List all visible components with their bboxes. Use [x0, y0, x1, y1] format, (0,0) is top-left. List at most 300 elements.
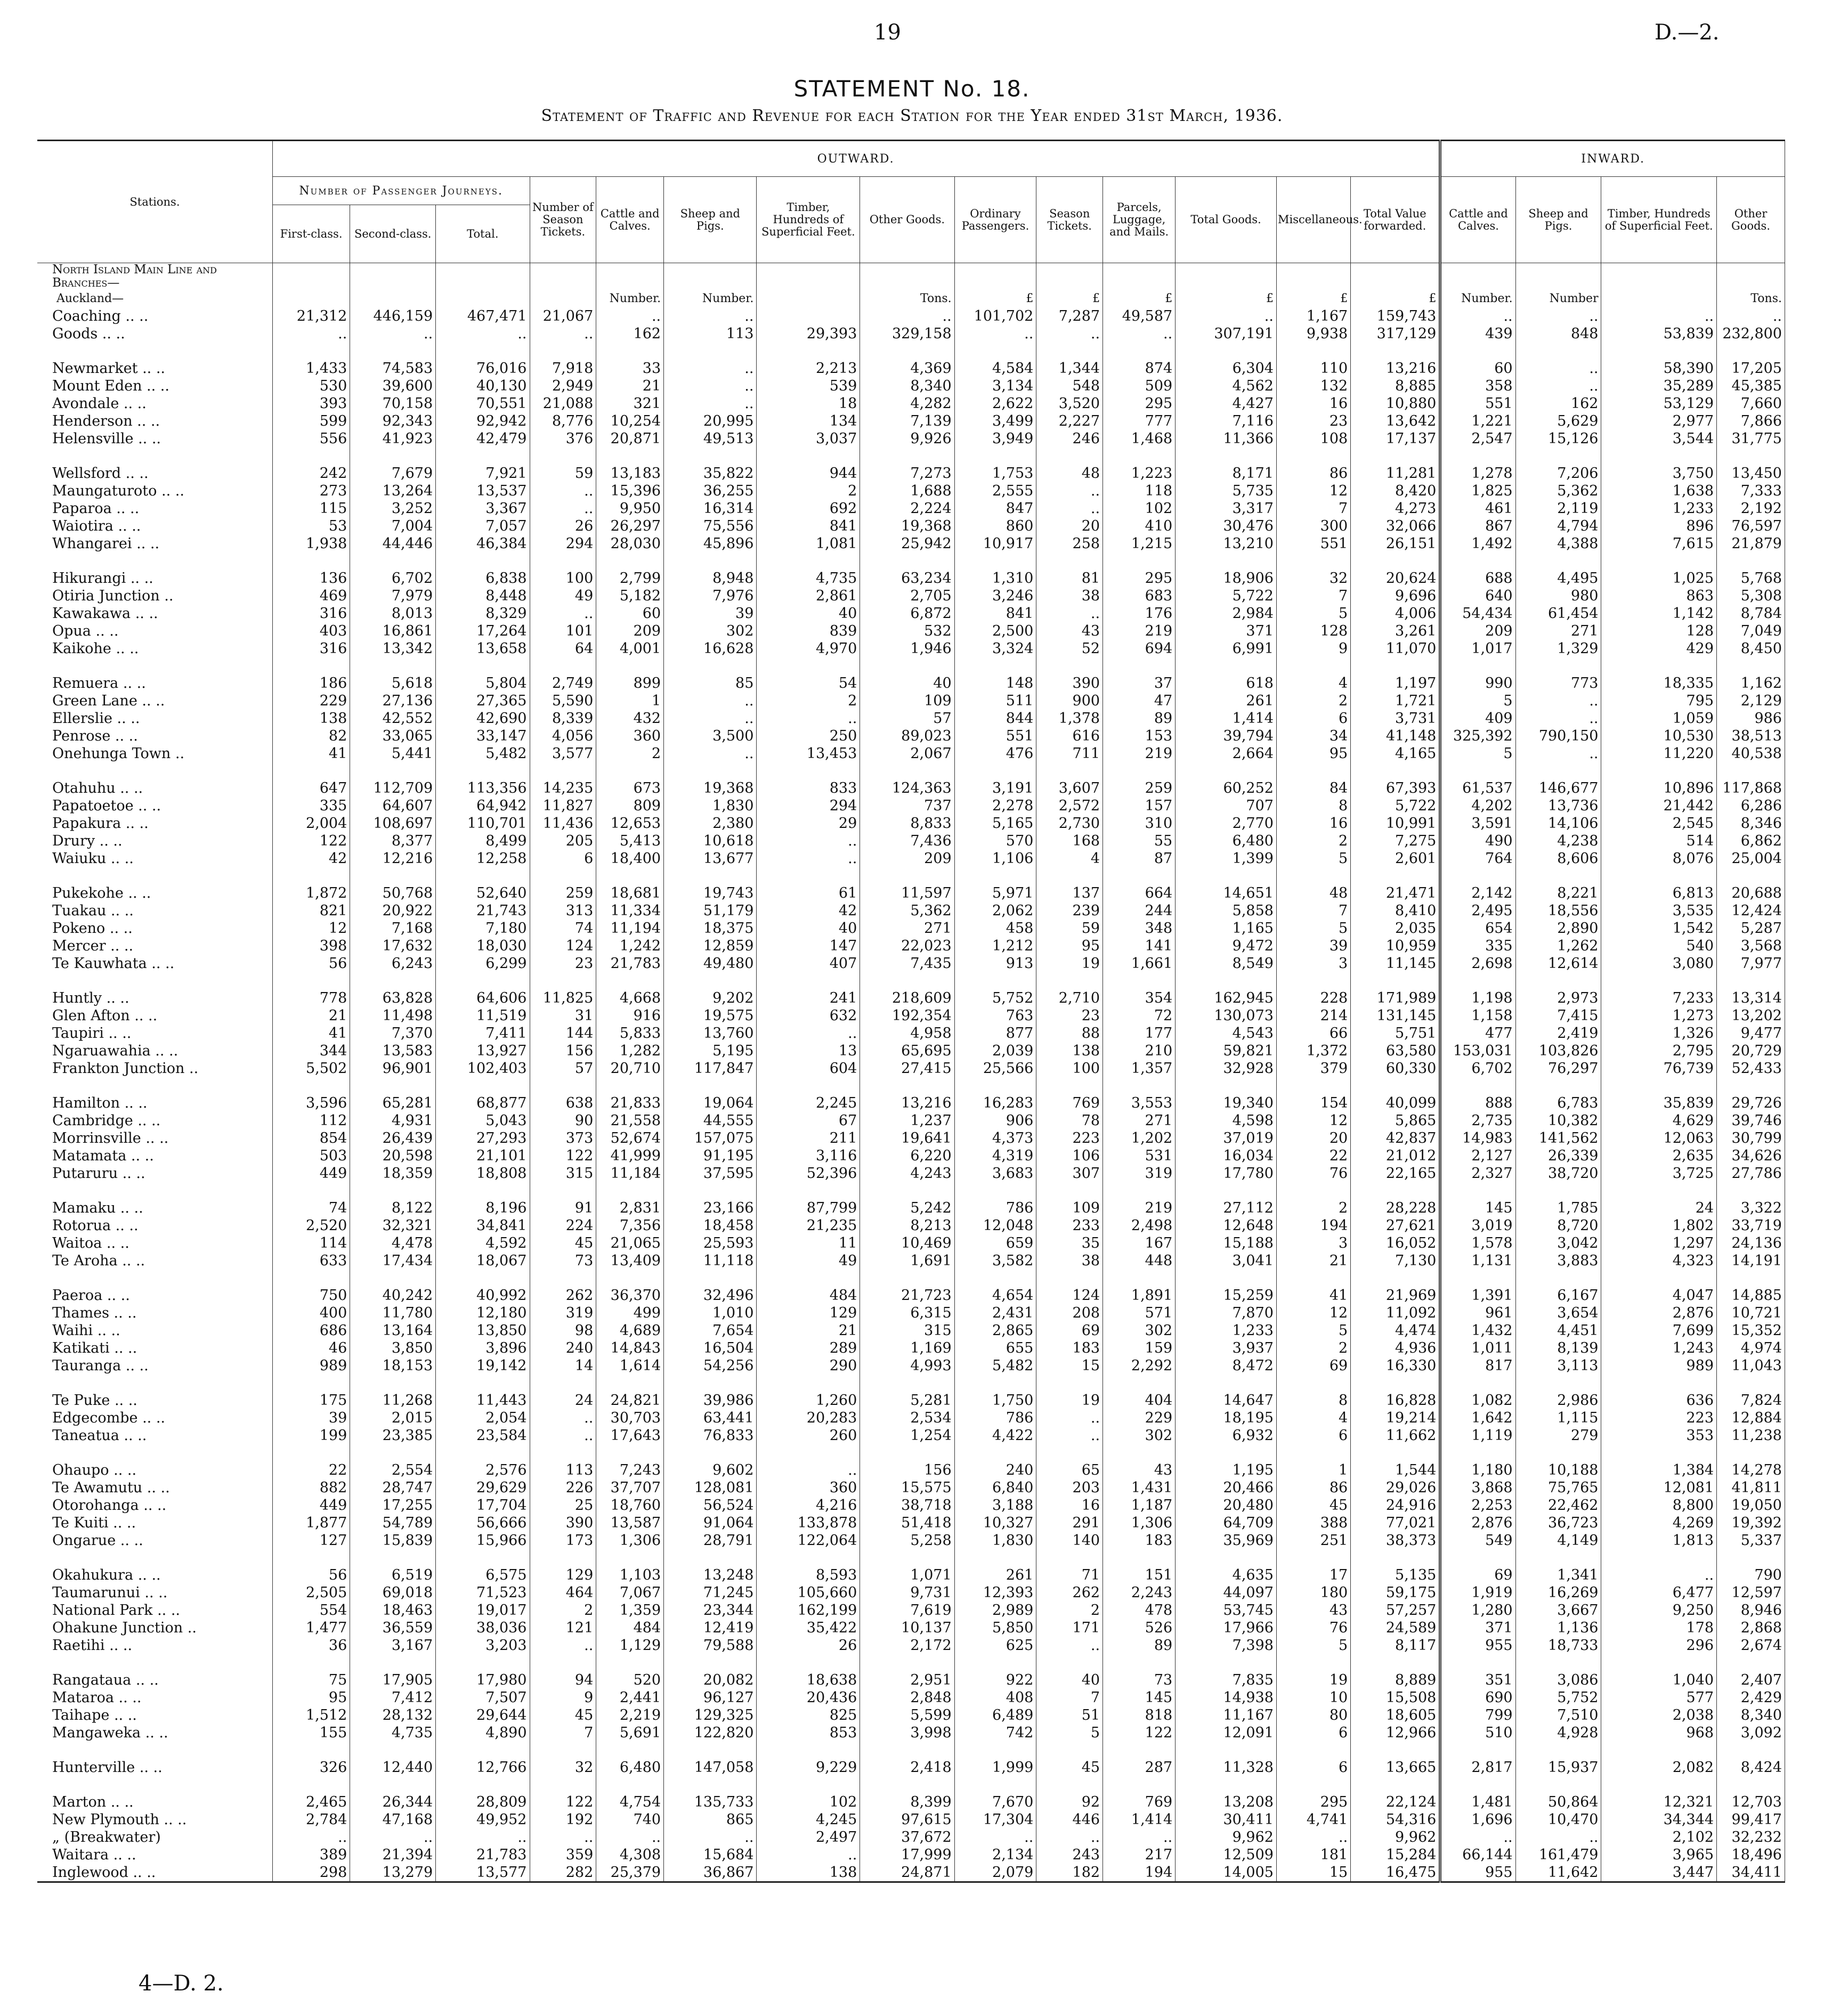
table-cell: 298: [272, 1864, 350, 1882]
table-cell: 6,862: [1717, 832, 1785, 850]
unit-label: £: [1351, 290, 1440, 307]
table-cell: 1,477: [272, 1619, 350, 1637]
table-cell: 52,433: [1717, 1060, 1785, 1077]
table-cell: 7,679: [350, 465, 436, 482]
table-cell: 16,628: [664, 640, 757, 657]
table-cell: 2,227: [1036, 412, 1103, 430]
table-cell: 769: [1036, 1094, 1103, 1112]
table-cell: 21,442: [1601, 797, 1717, 815]
table-cell: 1,025: [1601, 570, 1717, 587]
table-cell: 49: [530, 587, 596, 605]
table-cell: 291: [1036, 1514, 1103, 1532]
table-cell: 60: [596, 605, 664, 622]
table-cell: 6: [1276, 710, 1350, 727]
table-cell: 30,703: [596, 1409, 664, 1427]
table-cell: 3,553: [1103, 1094, 1176, 1112]
table-row: [37, 307, 1785, 325]
table-cell: 38: [1036, 1252, 1103, 1270]
table-cell: 8,076: [1601, 850, 1717, 867]
table-cell: 33: [596, 360, 664, 377]
station-name: Otahuhu .. ..: [37, 779, 272, 797]
table-cell: 5,362: [860, 902, 954, 920]
table-cell: 877: [954, 1025, 1036, 1042]
table-cell: 6,220: [860, 1147, 954, 1165]
table-cell: 34,411: [1717, 1864, 1785, 1882]
table-cell: 664: [1103, 884, 1176, 902]
table-cell: 548: [1036, 377, 1103, 395]
table-cell: 8,340: [1717, 1706, 1785, 1724]
table-cell: 258: [1036, 535, 1103, 552]
table-cell: 21,394: [350, 1846, 436, 1864]
table-cell: 22,124: [1351, 1793, 1440, 1811]
station-name: Whangarei .. ..: [37, 535, 272, 552]
table-cell: 3,322: [1717, 1199, 1785, 1217]
table-cell: 40: [757, 605, 860, 622]
table-cell: 742: [954, 1724, 1036, 1742]
table-cell: 259: [1103, 779, 1176, 797]
table-cell: 12,703: [1717, 1793, 1785, 1811]
table-cell: 2: [1276, 832, 1350, 850]
table-cell: 400: [272, 1304, 350, 1322]
table-cell: 809: [596, 797, 664, 815]
table-cell: 12,766: [436, 1759, 530, 1776]
document-code: D.—2.: [1655, 20, 1720, 45]
table-cell: ..: [1440, 1828, 1515, 1846]
table-cell: 17,205: [1717, 360, 1785, 377]
table-cell: 1,010: [664, 1304, 757, 1322]
table-cell: 56,666: [436, 1514, 530, 1532]
table-cell: 92: [1036, 1793, 1103, 1811]
table-cell: 4,149: [1515, 1532, 1601, 1549]
table-cell: 7,979: [350, 587, 436, 605]
table-cell: 14,885: [1717, 1287, 1785, 1304]
table-cell: 66: [1276, 1025, 1350, 1042]
table-cell: ..: [350, 1828, 436, 1846]
table-cell: 1,158: [1440, 1007, 1515, 1025]
table-row: [37, 1199, 1785, 1217]
table-cell: 48: [1036, 465, 1103, 482]
table-row: [37, 1339, 1785, 1357]
table-cell: 2,292: [1103, 1357, 1176, 1375]
table-cell: 82: [272, 727, 350, 745]
table-cell: 896: [1601, 517, 1717, 535]
table-cell: 3,596: [272, 1094, 350, 1112]
table-cell: 841: [757, 517, 860, 535]
table-cell: 45: [530, 1706, 596, 1724]
table-cell: 43: [1036, 622, 1103, 640]
station-name: Rotorua .. ..: [37, 1217, 272, 1234]
station-name: Hamilton .. ..: [37, 1094, 272, 1112]
table-cell: 6,304: [1176, 360, 1277, 377]
table-cell: 261: [1176, 692, 1277, 710]
table-cell: 259: [530, 884, 596, 902]
table-cell: 16: [1276, 815, 1350, 832]
table-cell: 21,723: [860, 1287, 954, 1304]
station-name: Helensville .. ..: [37, 430, 272, 448]
table-row: [37, 1304, 1785, 1322]
table-cell: 1,919: [1440, 1584, 1515, 1602]
table-cell: 118: [1103, 482, 1176, 500]
table-cell: 10,469: [860, 1234, 954, 1252]
table-cell: 42,690: [436, 710, 530, 727]
table-cell: 12,653: [596, 815, 664, 832]
table-row: [37, 955, 1785, 972]
table-cell: 37: [1103, 674, 1176, 692]
table-cell: 4,238: [1515, 832, 1601, 850]
table-cell: 6,991: [1176, 640, 1277, 657]
table-cell: 860: [954, 517, 1036, 535]
table-cell: 28,791: [664, 1532, 757, 1549]
table-cell: 9,962: [1176, 1828, 1277, 1846]
table-cell: 12,966: [1351, 1724, 1440, 1742]
unit-label: Number.: [1440, 290, 1515, 307]
table-cell: 799: [1440, 1706, 1515, 1724]
table-cell: 844: [954, 710, 1036, 727]
table-cell: 511: [954, 692, 1036, 710]
table-cell: 821: [272, 902, 350, 920]
table-cell: 4,654: [954, 1287, 1036, 1304]
table-row: [37, 779, 1785, 797]
table-cell: 359: [530, 1846, 596, 1864]
group-spacer: [37, 1077, 1785, 1094]
table-cell: 3,965: [1601, 1846, 1717, 1864]
table-cell: 540: [1601, 937, 1717, 955]
table-cell: 5,618: [350, 674, 436, 692]
table-cell: 1,696: [1440, 1811, 1515, 1828]
units-row: [37, 290, 1785, 307]
col-in-cattle: Cattle and Calves.: [1440, 177, 1515, 263]
table-cell: 848: [1515, 325, 1601, 343]
table-cell: 168: [1036, 832, 1103, 850]
table-cell: 316: [272, 640, 350, 657]
table-cell: 16,052: [1351, 1234, 1440, 1252]
table-cell: ..: [1717, 307, 1785, 325]
table-cell: 2,848: [860, 1689, 954, 1706]
table-cell: 686: [272, 1322, 350, 1339]
table-cell: 19,340: [1176, 1094, 1277, 1112]
table-cell: 7,918: [530, 360, 596, 377]
table-cell: 19,392: [1717, 1514, 1785, 1532]
table-cell: 9,250: [1601, 1602, 1717, 1619]
table-cell: 4,001: [596, 640, 664, 657]
table-cell: 10,991: [1351, 815, 1440, 832]
table-row: [37, 1759, 1785, 1776]
table-cell: 74: [530, 920, 596, 937]
table-cell: 296: [1601, 1637, 1717, 1654]
table-cell: 20: [1036, 517, 1103, 535]
station-name: Henderson .. ..: [37, 412, 272, 430]
table-cell: 8,013: [350, 605, 436, 622]
table-cell: 18,153: [350, 1357, 436, 1375]
table-cell: ..: [1036, 1409, 1103, 1427]
table-cell: 2,795: [1601, 1042, 1717, 1060]
table-cell: 39: [1276, 937, 1350, 955]
station-name: Pokeno .. ..: [37, 920, 272, 937]
table-cell: 12,393: [954, 1584, 1036, 1602]
table-cell: 4,478: [350, 1234, 436, 1252]
table-cell: 4,890: [436, 1724, 530, 1742]
table-cell: 6,813: [1601, 884, 1717, 902]
table-cell: 2,407: [1717, 1671, 1785, 1689]
table-cell: ..: [757, 832, 860, 850]
table-cell: 2,380: [664, 815, 757, 832]
station-name: Mount Eden .. ..: [37, 377, 272, 395]
table-cell: 54,434: [1440, 605, 1515, 622]
table-cell: 1,414: [1103, 1811, 1176, 1828]
table-cell: 224: [530, 1217, 596, 1234]
table-row: [37, 692, 1785, 710]
table-cell: 1,329: [1515, 640, 1601, 657]
table-cell: 5,722: [1351, 797, 1440, 815]
table-cell: 15,188: [1176, 1234, 1277, 1252]
table-cell: 240: [530, 1339, 596, 1357]
table-cell: 5,629: [1515, 412, 1601, 430]
table-cell: 69: [1036, 1322, 1103, 1339]
table-cell: 23,166: [664, 1199, 757, 1217]
table-cell: 21,833: [596, 1094, 664, 1112]
table-cell: 77,021: [1351, 1514, 1440, 1532]
table-cell: 76,297: [1515, 1060, 1601, 1077]
table-cell: 1,306: [1103, 1514, 1176, 1532]
table-cell: 87,799: [757, 1199, 860, 1217]
table-cell: 2,327: [1440, 1165, 1515, 1182]
table-cell: 4,928: [1515, 1724, 1601, 1742]
table-cell: 2: [1276, 1199, 1350, 1217]
table-cell: 841: [954, 605, 1036, 622]
table-cell: 23: [1036, 1007, 1103, 1025]
table-cell: 773: [1515, 674, 1601, 692]
table-cell: 162: [596, 325, 664, 343]
table-cell: 4,269: [1601, 1514, 1717, 1532]
table-cell: 6,243: [350, 955, 436, 972]
table-cell: 287: [1103, 1759, 1176, 1776]
table-cell: 54: [757, 674, 860, 692]
table-cell: 99,417: [1717, 1811, 1785, 1828]
table-cell: 358: [1440, 377, 1515, 395]
table-cell: ..: [530, 1828, 596, 1846]
table-cell: 5,691: [596, 1724, 664, 1742]
table-cell: 14,843: [596, 1339, 664, 1357]
table-cell: 1,372: [1276, 1042, 1350, 1060]
table-cell: 2,555: [954, 482, 1036, 500]
table-cell: 19,368: [664, 779, 757, 797]
table-cell: 1,830: [954, 1532, 1036, 1549]
table-cell: 17,264: [436, 622, 530, 640]
table-cell: 7,333: [1717, 482, 1785, 500]
table-cell: 353: [1601, 1427, 1717, 1444]
table-cell: 2,784: [272, 1811, 350, 1828]
table-cell: 777: [1103, 412, 1176, 430]
table-cell: 25,566: [954, 1060, 1036, 1077]
table-cell: 53,129: [1601, 395, 1717, 412]
table-cell: 3,080: [1601, 955, 1717, 972]
table-cell: 916: [596, 1007, 664, 1025]
table-row: [37, 1479, 1785, 1497]
table-row: [37, 1357, 1785, 1375]
station-name: Avondale .. ..: [37, 395, 272, 412]
station-name: Pukekohe .. ..: [37, 884, 272, 902]
table-cell: 295: [1103, 395, 1176, 412]
table-cell: ..: [1036, 605, 1103, 622]
table-cell: 194: [1276, 1217, 1350, 1234]
table-cell: 1,310: [954, 570, 1036, 587]
table-cell: 47,168: [350, 1811, 436, 1828]
station-name: Thames .. ..: [37, 1304, 272, 1322]
station-name: Inglewood .. ..: [37, 1864, 272, 1882]
table-cell: 12: [1276, 1304, 1350, 1322]
table-cell: 432: [596, 710, 664, 727]
table-cell: 2,817: [1440, 1759, 1515, 1776]
table-cell: 4,165: [1351, 745, 1440, 762]
table-cell: 14,106: [1515, 815, 1601, 832]
table-cell: 86: [1276, 465, 1350, 482]
table-cell: 52: [1036, 640, 1103, 657]
table-cell: 54,256: [664, 1357, 757, 1375]
table-cell: 2,495: [1440, 902, 1515, 920]
table-cell: 17,137: [1351, 430, 1440, 448]
table-cell: 199: [272, 1427, 350, 1444]
table-cell: 360: [757, 1479, 860, 1497]
table-cell: 3,683: [954, 1165, 1036, 1182]
table-cell: 1,481: [1440, 1793, 1515, 1811]
table-cell: 2,989: [954, 1602, 1036, 1619]
table-cell: 2,039: [954, 1042, 1036, 1060]
table-cell: 49,587: [1103, 307, 1176, 325]
table-row: [37, 1094, 1785, 1112]
table-cell: 790: [1717, 1566, 1785, 1584]
table-cell: 769: [1103, 1793, 1176, 1811]
table-cell: 3,019: [1440, 1217, 1515, 1234]
col-season-tickets-number: Number of Season Tickets.: [530, 177, 596, 263]
table-cell: 102: [1103, 500, 1176, 517]
table-cell: 64,607: [350, 797, 436, 815]
unit-label: Number: [1515, 290, 1601, 307]
table-cell: 54,789: [350, 1514, 436, 1532]
table-cell: 2,984: [1176, 605, 1277, 622]
table-cell: 41,811: [1717, 1479, 1785, 1497]
table-cell: 128: [1276, 622, 1350, 640]
table-cell: 5: [1440, 692, 1515, 710]
table-cell: ..: [664, 377, 757, 395]
table-cell: 313: [530, 902, 596, 920]
table-cell: 18,458: [664, 1217, 757, 1234]
table-cell: 2,082: [1601, 1759, 1717, 1776]
table-cell: 3,037: [757, 430, 860, 448]
statement-title: STATEMENT No. 18.: [793, 76, 1031, 102]
table-cell: 24: [530, 1392, 596, 1409]
table-cell: ..: [1036, 1828, 1103, 1846]
table-cell: 3,937: [1176, 1339, 1277, 1357]
table-cell: 28,030: [596, 535, 664, 552]
table-cell: 110,701: [436, 815, 530, 832]
table-cell: 2,431: [954, 1304, 1036, 1322]
table-cell: 2,219: [596, 1706, 664, 1724]
table-cell: 273: [272, 482, 350, 500]
table-cell: 2,622: [954, 395, 1036, 412]
table-cell: 21,235: [757, 1217, 860, 1234]
table-cell: 882: [272, 1479, 350, 1497]
table-cell: 17,966: [1176, 1619, 1277, 1637]
table-cell: 41,148: [1351, 727, 1440, 745]
table-cell: 4,689: [596, 1322, 664, 1339]
table-cell: 2,245: [757, 1094, 860, 1112]
station-name: Kawakawa .. ..: [37, 605, 272, 622]
table-cell: 42: [757, 902, 860, 920]
table-cell: 13,658: [436, 640, 530, 657]
table-cell: 11,436: [530, 815, 596, 832]
table-cell: 484: [757, 1287, 860, 1304]
table-cell: 1,103: [596, 1566, 664, 1584]
table-cell: 2,465: [272, 1793, 350, 1811]
table-cell: ..: [664, 307, 757, 325]
table-cell: 7,180: [436, 920, 530, 937]
table-cell: 162: [1515, 395, 1601, 412]
table-cell: 2,664: [1176, 745, 1277, 762]
table-cell: 11,780: [350, 1304, 436, 1322]
table-cell: 5,833: [596, 1025, 664, 1042]
table-cell: 15,937: [1515, 1759, 1601, 1776]
table-cell: 8,139: [1515, 1339, 1601, 1357]
table-cell: 4,970: [757, 640, 860, 657]
table-cell: 14,191: [1717, 1252, 1785, 1270]
table-cell: 38: [1036, 587, 1103, 605]
table-cell: 32: [530, 1759, 596, 1776]
table-cell: 532: [860, 622, 954, 640]
table-cell: 271: [1103, 1112, 1176, 1129]
table-cell: ..: [1515, 692, 1601, 710]
table-cell: 5,502: [272, 1060, 350, 1077]
table-cell: 9: [530, 1689, 596, 1706]
table-cell: 49,480: [664, 955, 757, 972]
table-cell: 25,004: [1717, 850, 1785, 867]
table-cell: 29: [757, 815, 860, 832]
table-cell: 40,538: [1717, 745, 1785, 762]
table-cell: 21,783: [436, 1846, 530, 1864]
table-cell: 968: [1601, 1724, 1717, 1742]
table-cell: 161,479: [1515, 1846, 1601, 1864]
table-cell: 13: [757, 1042, 860, 1060]
table-cell: 8,410: [1351, 902, 1440, 920]
col-other-goods: Other Goods.: [860, 177, 954, 263]
table-cell: 182: [1036, 1864, 1103, 1882]
station-name: Wellsford .. ..: [37, 465, 272, 482]
table-cell: 35,839: [1601, 1094, 1717, 1112]
table-cell: 4,584: [954, 360, 1036, 377]
table-row: [37, 1234, 1785, 1252]
table-cell: 28,228: [1351, 1199, 1440, 1217]
table-cell: 10,137: [860, 1619, 954, 1637]
table-cell: 388: [1276, 1514, 1350, 1532]
station-name: Ohaupo .. ..: [37, 1461, 272, 1479]
table-cell: 138: [757, 1864, 860, 1882]
table-cell: 117,868: [1717, 779, 1785, 797]
table-cell: 484: [596, 1619, 664, 1637]
table-cell: 36,255: [664, 482, 757, 500]
table-cell: 5,258: [860, 1532, 954, 1549]
table-cell: 63,580: [1351, 1042, 1440, 1060]
table-cell: 8,399: [860, 1793, 954, 1811]
table-cell: 1,344: [1036, 360, 1103, 377]
table-cell: 26,151: [1351, 535, 1440, 552]
table-cell: 22: [272, 1461, 350, 1479]
table-row: [37, 1514, 1785, 1532]
table-cell: 1,544: [1351, 1461, 1440, 1479]
table-cell: 219: [1103, 622, 1176, 640]
table-cell: 16,828: [1351, 1392, 1440, 1409]
table-cell: 192,354: [860, 1007, 954, 1025]
table-cell: 20,729: [1717, 1042, 1785, 1060]
table-cell: 36,867: [664, 1864, 757, 1882]
